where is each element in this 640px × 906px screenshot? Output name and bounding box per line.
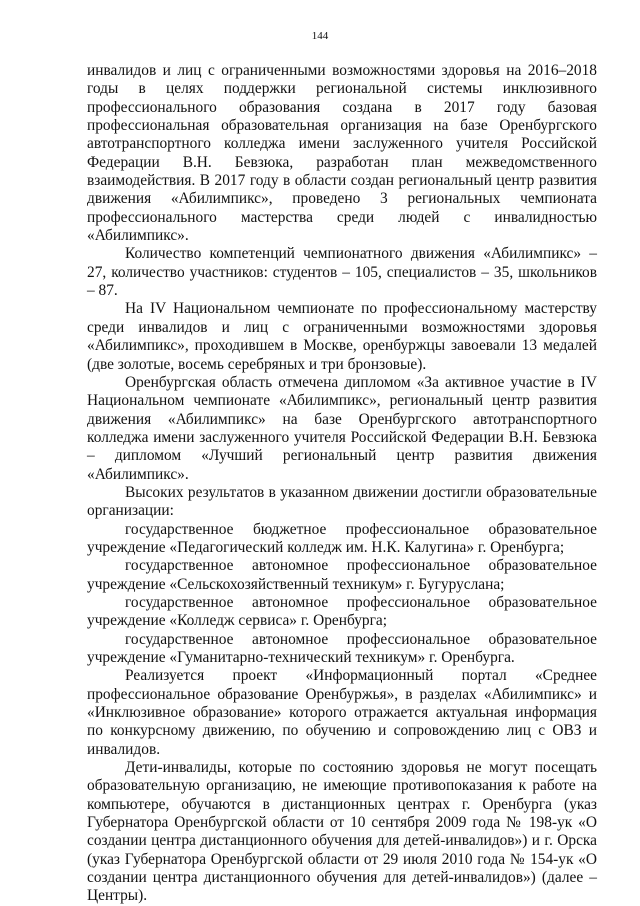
list-item-pedagogical-college: государственное бюджетное профессиональное образовательное учреждение «Педагогический колледж им. Н.К. Калугина» г. Оренбурга;: [87, 520, 597, 556]
paragraph-information-portal: Реализуется проект «Информационный портал «Среднее профессиональное образование Оренбуржья», в разделах «Абилимпикс» и «Инклюзивное образование» которого отражается актуальная информация по конкурсному движению, по обучению и сопровождению лиц с ОВЗ и инвалидов.: [87, 667, 597, 758]
list-item-service-college: государственное автономное профессиональное образовательное учреждение «Колледж сервиса» г. Оренбурга;: [87, 593, 597, 630]
list-item-humanitarian-technical-school: государственное автономное профессиональное образовательное учреждение «Гуманитарно-технический техникум» г. Оренбурга.: [87, 630, 597, 666]
page-number: 144: [311, 30, 329, 42]
document-body: [87, 62, 597, 906]
paragraph-high-results-intro: Высоких результатов в указанном движении достигли образовательные организации:: [87, 483, 597, 520]
paragraph-national-championship-medals: На IV Национальном чемпионате по профессиональному мастерству среди инвалидов и лиц с ограниченными возможностями здоровья «Абилимпикс», проходившем в Москве, оренбуржцы завоевали 13 медалей (две золотые, восемь серебряных и три бронзовые).: [87, 300, 597, 373]
list-item-agricultural-technical-school: государственное автономное профессиональное образовательное учреждение «Сельскохозяйственный техникум» г. Бугуруслана;: [87, 557, 597, 593]
paragraph-competencies-count: Количество компетенций чемпионатного движения «Абилимпикс» – 27, количество участников: студентов – 105, специалистов – 35, школьников – 87.: [87, 245, 597, 300]
paragraph-diploma-award: Оренбургская область отмечена дипломом «За активное участие в IV Национальном чемпионате «Абилимпикс», региональный центр развития движения «Абилимпикс» на базе Оренбургского автотранспортного колледжа имени заслуженного учителя Российской Федерации В.Н. Бевзюка – дипломом «Лучший региональный центр развития движения «Абилимпикс».: [87, 373, 597, 483]
paragraph-distance-learning-centers: Дети-инвалиды, которые по состоянию здоровья не могут посещать образовательную организацию, не имеющие противопоказания к работе на компьютере, обучаются в дистанционных центрах г. Оренбурга (указ Губернатора Оренбургской области от 10 сентября 2009 года № 198-ук «О создании центра дистанционного обучения для детей-инвалидов») и г. Орска (указ Губернатора Оренбургской области от 29 июля 2010 года № 154-ук «О создании центра дистанционного обучения для детей-инвалидов») (далее – Центры).: [87, 759, 597, 905]
paragraph-continued-regional-system: инвалидов и лиц с ограниченными возможностями здоровья на 2016–2018 годы в целях поддержки региональной системы инклюзивного профессионального образования создана в 2017 году базовая профессиональная образовательная организация на базе Оренбургского автотранспортного колледжа имени заслуженного учителя Российской Федерации В.Н. Бевзюка, разработан план межведомственного взаимодействия. В 2017 году в области создан региональный центр развития движения «Абилимпикс», проведено 3 региональных чемпионата профессионального мастерства среди людей с инвалидностью «Абилимпикс».: [87, 62, 597, 245]
